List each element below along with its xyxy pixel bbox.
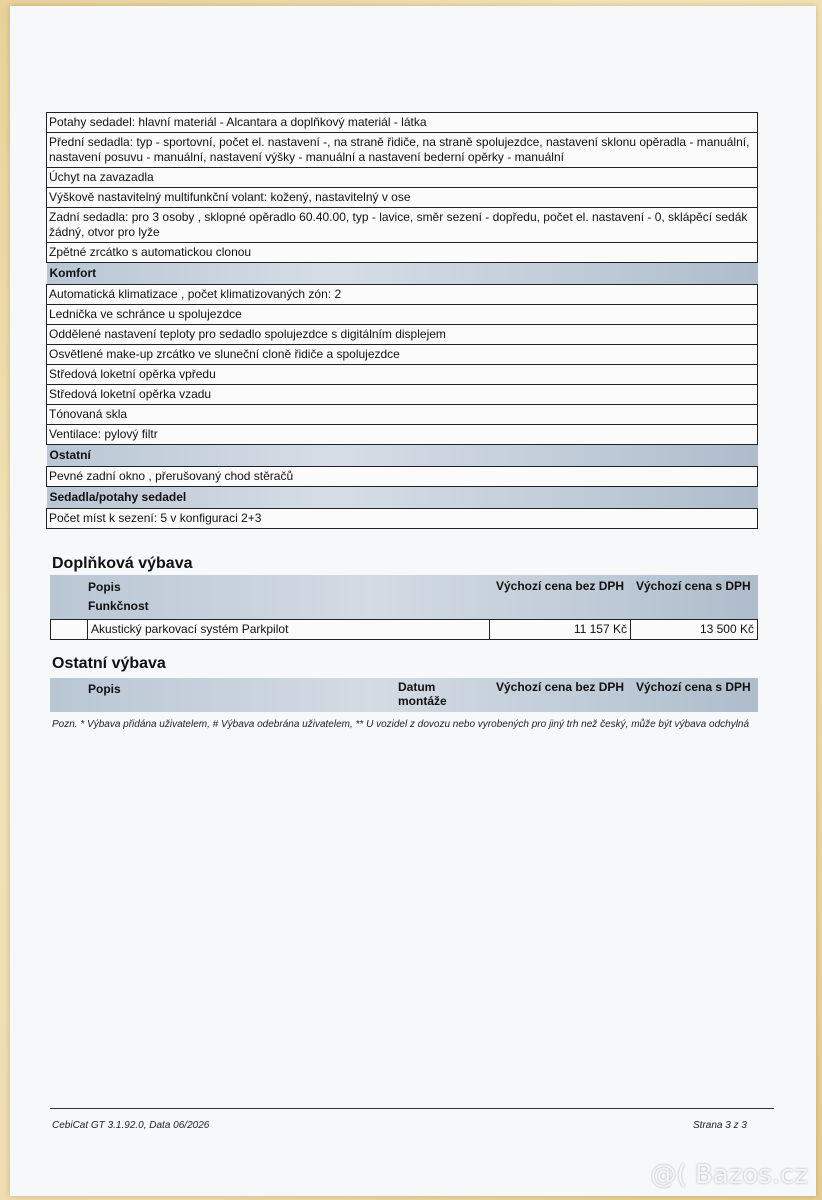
table-row — [47, 285, 758, 305]
equipment-item: Výškově nastavitelný multifunkční volant: kožený, nastavitelný v ose — [47, 188, 758, 208]
other-equipment-title: Ostatní výbava — [52, 655, 166, 672]
equipment-item: Ventilace: pylový filtr — [47, 425, 758, 445]
section-title: Komfort — [47, 263, 758, 285]
table-row — [47, 305, 758, 325]
table-row — [47, 385, 758, 405]
table-row — [47, 243, 758, 263]
table-row — [47, 509, 758, 529]
watermark: @( Bazos.cz — [650, 1160, 808, 1190]
table-row — [51, 620, 758, 640]
table-row — [47, 168, 758, 188]
equipment-item: Oddělené nastavení teploty pro sedadlo spolujezdce s digitálním displejem — [47, 325, 758, 345]
col-price-no-vat: Výchozí cena bez DPH — [496, 579, 625, 593]
equipment-item: Lednička ve schránce u spolujezdce — [47, 305, 758, 325]
col-funkcnost: Funkčnost — [88, 599, 149, 613]
footer-left: CebiCat GT 3.1.92.0, Data 06/2026 — [52, 1120, 210, 1131]
equipment-table-body — [47, 113, 758, 529]
table-row — [47, 365, 758, 385]
equipment-item: Automatická klimatizace , počet klimatizovaných zón: 2 — [47, 285, 758, 305]
equipment-item: Středová loketní opěrka vpředu — [47, 365, 758, 385]
footer-divider — [50, 1108, 774, 1109]
price-vat: 13 500 Kč — [631, 620, 758, 640]
extra-equipment-title: Doplňková výbava — [52, 555, 193, 572]
equipment-item: Pevné zadní okno , přerušovaný chod stěračů — [47, 467, 758, 487]
section-title: Ostatní — [47, 445, 758, 467]
section-header-row — [47, 263, 758, 285]
equipment-item: Úchyt na zavazadla — [47, 168, 758, 188]
equipment-item: Potahy sedadel: hlavní materiál - Alcantara a doplňkový materiál - látka — [47, 113, 758, 133]
table-row — [47, 345, 758, 365]
equipment-item: Středová loketní opěrka vzadu — [47, 385, 758, 405]
equipment-item: Zpětné zrcátko s automatickou clonou — [47, 243, 758, 263]
table-row — [47, 113, 758, 133]
table-row — [47, 133, 758, 168]
section-title: Sedadla/potahy sedadel — [47, 487, 758, 509]
section-header-row — [47, 445, 758, 467]
equipment-item: Osvětlené make-up zrcátko ve sluneční cloně řidiče a spolujezdce — [47, 345, 758, 365]
table-row — [47, 208, 758, 243]
other-equipment-header — [50, 678, 758, 712]
extra-equipment-table — [50, 619, 758, 640]
note-text: Pozn. * Výbava přidána uživatelem, # Výbava odebrána uživatelem, ** U vozidel z dovozu nebo vyrobených pro jiný trh než český, může být výbava odchylná — [52, 719, 750, 730]
table-row — [47, 405, 758, 425]
equipment-table — [46, 112, 758, 529]
col-datum: Datum montáže — [398, 680, 447, 708]
equipment-item: Přední sedadla: typ - sportovní, počet el. nastavení -, na straně řidiče, na straně spolujezdce, nastavení sklonu opěradla - manuální, nastavení posuvu - manuální, nastavení výšky - manuální a nastavení bederní opěrky - manuální — [47, 133, 758, 168]
section-header-row — [47, 487, 758, 509]
col-popis: Popis — [88, 580, 121, 594]
equipment-item: Počet míst k sezení: 5 v konfiguraci 2+3 — [47, 509, 758, 529]
item-name: Akustický parkovací systém Parkpilot — [88, 620, 490, 640]
equipment-item: Zadní sedadla: pro 3 osoby , sklopné opěradlo 60.40.00, typ - lavice, směr sezení - dopředu, počet el. nastavení - 0, sklápěcí sedák žádný, otvor pro lyže — [47, 208, 758, 243]
table-row — [47, 467, 758, 487]
col-price-vat: Výchozí cena s DPH — [636, 680, 751, 694]
col-popis: Popis — [88, 682, 121, 696]
equipment-item: Tónovaná skla — [47, 405, 758, 425]
col-price-vat: Výchozí cena s DPH — [636, 579, 751, 593]
extra-equipment-header — [50, 575, 758, 619]
table-row — [47, 325, 758, 345]
col-price-no-vat: Výchozí cena bez DPH — [496, 680, 625, 694]
table-row — [47, 425, 758, 445]
table-row — [47, 188, 758, 208]
price-no-vat: 11 157 Kč — [490, 620, 631, 640]
mark-cell — [51, 620, 88, 640]
footer-page-number: Strana 3 z 3 — [693, 1120, 747, 1131]
